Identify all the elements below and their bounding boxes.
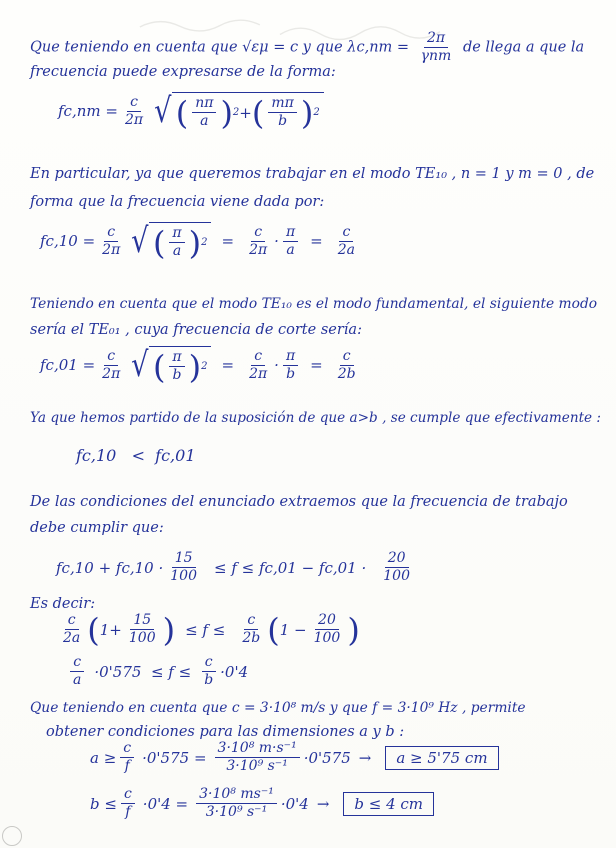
- eq2-2a: 2a: [337, 241, 355, 258]
- text-line-8: De las condiciones del enunciado extraemos que la frecuencia de trabajo: [30, 494, 568, 510]
- eq2-pi: π: [169, 225, 184, 243]
- eq2-frac-2: [246, 224, 270, 259]
- eq6-mid: ≤ f ≤: [185, 620, 226, 639]
- eq7-end: ·0'4: [220, 662, 249, 681]
- eq9-f: f: [125, 804, 131, 820]
- eq9-mid: ·0'4 =: [142, 794, 189, 813]
- eq9-num: 3·10⁸ ms⁻¹: [196, 786, 277, 804]
- text-line-9: debe cumplir que:: [30, 520, 164, 536]
- text-line-3: En particular, ya que queremos trabajar en el modo TE₁₀ , n = 1 y m = 0 , de: [30, 166, 595, 182]
- text-line-11: Que teniendo en cuenta que c = 3·10⁸ m/s y que f = 3·10⁹ Hz , permite: [30, 700, 526, 716]
- eq7-c: c: [70, 654, 84, 672]
- eq3-frac-1: [99, 348, 123, 383]
- eq2-sqrt: √ ( $\frac{\pi}{a}$ ) 2: [129, 222, 211, 260]
- eq2-a: a: [172, 243, 182, 259]
- eq1-lhs: fc,nm =: [58, 102, 118, 120]
- eq2-frac-4: [335, 224, 358, 259]
- eq1-sq1: 2: [232, 107, 240, 118]
- eq2-frac-1: [99, 224, 123, 259]
- eq9-end: ·0'4: [280, 794, 309, 813]
- eq5-15: 15: [172, 550, 196, 568]
- text-line-1a: Que teniendo en cuenta que √εμ = c y que λc,nm =: [30, 39, 410, 56]
- eq5-frac-1: [167, 550, 200, 585]
- eq8-mid: ·0'575 =: [142, 748, 207, 767]
- eq9-den: 3·10⁹ s⁻¹: [205, 804, 268, 820]
- eq2-c3: c: [339, 224, 353, 242]
- eq3-c: c: [104, 348, 118, 366]
- margin-hole-mark: [2, 826, 22, 846]
- eq8-c: c: [120, 740, 134, 758]
- eq5-lhs: fc,10 + fc,10 ·: [56, 558, 164, 577]
- eq7-c2: c: [202, 654, 216, 672]
- eq3-2b: 2b: [337, 365, 356, 382]
- eq3-sqrt: √ ( $\frac{\pi}{b}$ ) 2: [129, 346, 211, 384]
- eq6-frac-4: [311, 612, 344, 647]
- eq2-c: c: [104, 224, 118, 242]
- eq3-equals-1: =: [221, 356, 235, 374]
- eq2-equals-1: =: [221, 232, 235, 250]
- eq9-lhs: b ≤: [90, 794, 117, 813]
- eq7-mid: ·0'575 ≤ f ≤: [94, 662, 192, 681]
- eq7-frac-1: [70, 654, 84, 689]
- eq3-b2: b: [286, 365, 296, 382]
- eq8-den: 3·10⁹ s⁻¹: [226, 758, 288, 774]
- eq3-inner-frac: [169, 349, 184, 384]
- eq9-frac-1: [121, 786, 135, 821]
- eq3-frac-3: [283, 348, 298, 383]
- eq3-equals-2: =: [310, 356, 323, 374]
- eq6-100: 100: [128, 630, 156, 646]
- eq6-frac-1: [60, 612, 83, 647]
- eq7-frac-2: [201, 654, 216, 689]
- text-line-2: frecuencia puede expresarse de la forma:: [30, 64, 336, 80]
- arrow-right-icon: →: [358, 748, 372, 767]
- eq6-c: c: [65, 612, 79, 630]
- eq1-b: b: [278, 113, 288, 129]
- eq1-a: a: [200, 113, 209, 129]
- lambda-fraction: [418, 30, 455, 65]
- eq2-2pi: 2π: [102, 241, 121, 258]
- eq8-lhs: a ≥: [90, 748, 117, 767]
- eq8-end: ·0'575: [303, 748, 351, 767]
- eq3-2pi2: 2π: [249, 365, 268, 382]
- equation-a-result: [90, 740, 499, 775]
- eq8-f: f: [124, 758, 130, 774]
- eq3-c2: c: [251, 348, 265, 366]
- eq6-in2: 1 −: [279, 620, 307, 639]
- eq6-2a: 2a: [63, 630, 81, 646]
- result-box-a: a ≥ 5'75 cm: [385, 746, 498, 770]
- text-line-1: [30, 30, 584, 65]
- eq2-inner-frac: [169, 225, 184, 260]
- eq3-dot: ·: [274, 356, 279, 374]
- eq1-sqrt: √ ( $\frac{n\pi}{a}$ ) 2 + ( $\frac{m\pi}{b}$ ) 2: [152, 92, 324, 130]
- text-line-1b: de llega a que la: [462, 39, 585, 56]
- eq1-num: c: [127, 94, 141, 112]
- eq3-frac-4: [335, 348, 359, 383]
- text-line-7: Ya que hemos partido de la suposición de que a>b , se cumple que efectivamente :: [30, 410, 601, 426]
- text-line-5: Teniendo en cuenta que el modo TE₁₀ es el modo fundamental, el siguiente modo: [30, 296, 598, 312]
- eq8-num: 3·10⁸ m·s⁻¹: [215, 740, 300, 758]
- eq6-100b: 100: [313, 630, 341, 646]
- eq2-sq: 2: [201, 237, 208, 248]
- eq3-frac-2: [246, 348, 270, 383]
- eq3-pi: π: [169, 349, 184, 367]
- eq1-plus: +: [239, 103, 252, 122]
- eq2-frac-3: [283, 224, 298, 259]
- eq9-c: c: [121, 786, 135, 804]
- text-line-10: Es decir:: [30, 596, 96, 612]
- fraction-denominator: γnm: [420, 48, 452, 64]
- equation-bounds: $\frac{c}{2a}$ ( 1+ $\frac{15}{100}$ ) ≤ f ≤ $\frac{c}{2b}$ ( 1 − $\frac{20}{100}$ ): [56, 612, 360, 647]
- eq3-lhs: fc,01 =: [40, 356, 96, 374]
- equation-inequality: fc,10 < fc,01: [76, 446, 196, 465]
- eq1-den: 2π: [124, 111, 144, 128]
- equation-fc-01: [40, 346, 363, 384]
- eq2-dot: ·: [274, 232, 279, 250]
- fraction-numerator: 2π: [424, 30, 448, 48]
- eq1-inner-frac-2: [268, 95, 296, 130]
- eq6-15: 15: [130, 612, 154, 630]
- text-line-6: sería el TE₀₁ , cuya frecuencia de corte sería:: [30, 322, 362, 338]
- eq7-a: a: [73, 672, 82, 688]
- eq1-mpi: mπ: [268, 95, 296, 113]
- eq6-c2: c: [244, 612, 258, 630]
- eq2-2pi2: 2π: [249, 241, 268, 258]
- eq2-equals-2: =: [310, 232, 323, 250]
- equation-simplified: [66, 654, 248, 689]
- eq6-frac-2: [126, 612, 159, 647]
- equation-fc-nm: [58, 92, 326, 130]
- eq3-pi2: π: [283, 348, 298, 366]
- eq5-100: 100: [170, 568, 197, 584]
- eq6-20: 20: [315, 612, 339, 630]
- result-box-b: b ≤ 4 cm: [343, 792, 434, 816]
- arrow-right-icon: →: [316, 794, 330, 813]
- eq2-a2: a: [286, 241, 295, 258]
- eq3-c3: c: [340, 348, 354, 366]
- eq6-frac-3: [239, 612, 263, 647]
- eq1-npi: nπ: [192, 95, 216, 113]
- eq3-2pi: 2π: [102, 365, 121, 382]
- eq2-c2: c: [251, 224, 265, 242]
- eq8-frac-2: [215, 740, 300, 775]
- eq5-20: 20: [385, 550, 409, 568]
- eq3-b: b: [172, 367, 182, 383]
- eq8-frac-1: [120, 740, 134, 775]
- eq2-lhs: fc,10 =: [40, 232, 96, 250]
- eq1-inner-frac-1: [192, 95, 216, 130]
- eq1-frac: [122, 94, 146, 129]
- eq5-100b: 100: [383, 568, 410, 584]
- eq6-2b: 2b: [242, 630, 261, 646]
- eq5-frac-2: [380, 550, 413, 585]
- eq5-mid: ≤ f ≤ fc,01 − fc,01 ·: [214, 558, 367, 577]
- eq2-pi2: π: [283, 224, 298, 242]
- eq3-sq: 2: [201, 361, 208, 372]
- eq7-b: b: [204, 672, 214, 688]
- eq1-sq2: 2: [313, 107, 320, 118]
- text-line-12: obtener condiciones para las dimensiones a y b :: [46, 724, 405, 740]
- equation-fc-10: [40, 222, 362, 260]
- text-line-4: forma que la frecuencia viene dada por:: [30, 194, 325, 210]
- eq6-in1: 1+: [99, 620, 122, 639]
- equation-b-result: [90, 786, 434, 821]
- eq9-frac-2: [196, 786, 277, 821]
- equation-working-range: [56, 550, 417, 585]
